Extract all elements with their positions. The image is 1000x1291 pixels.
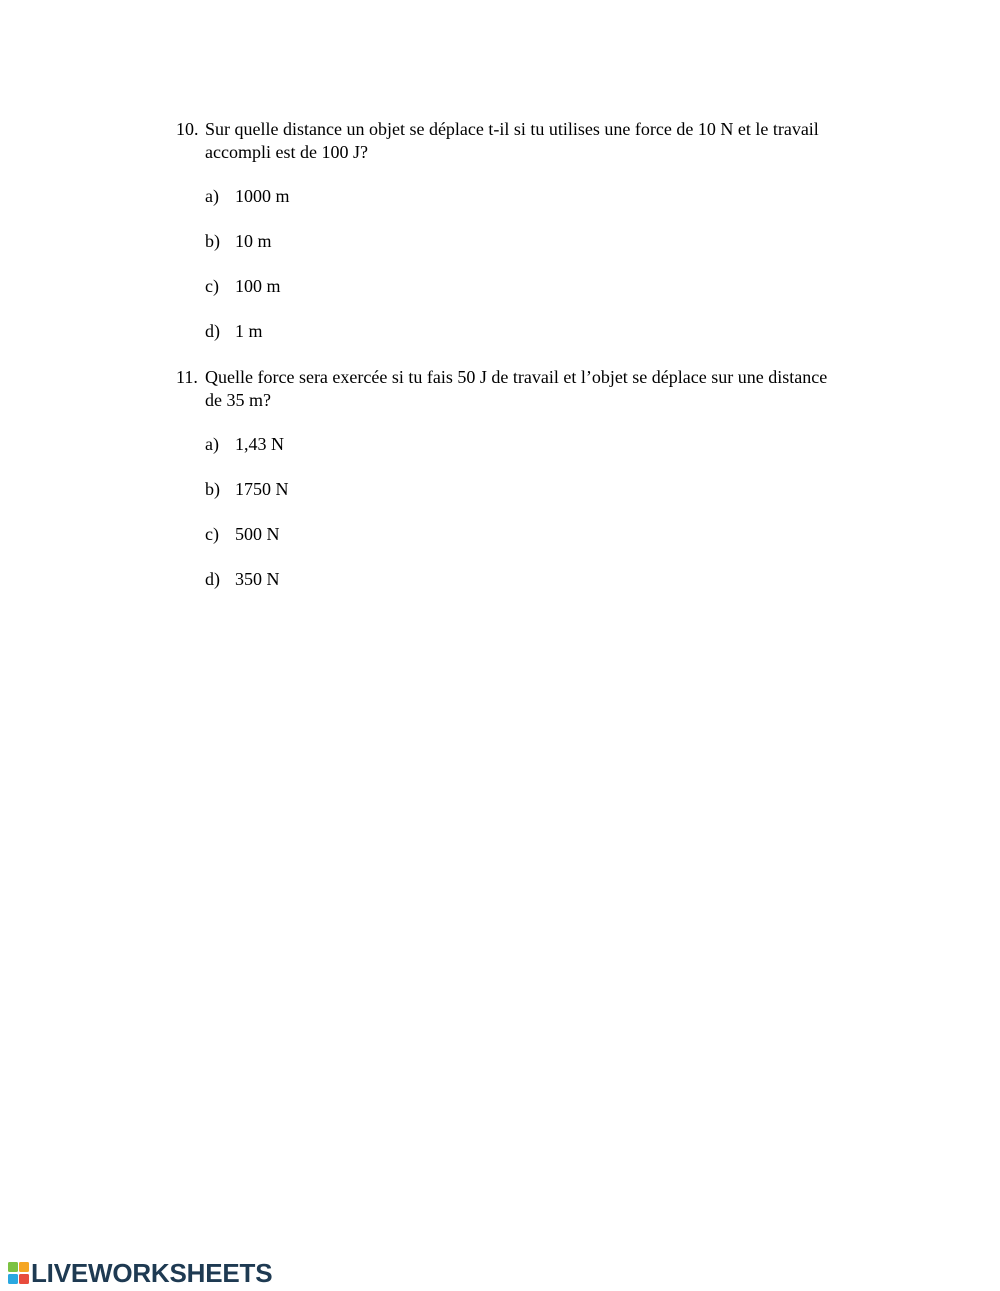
- option-letter: b): [205, 479, 220, 499]
- option-11-a[interactable]: [205, 433, 284, 455]
- question-number: 11.: [176, 367, 198, 387]
- option-text: 350 N: [235, 569, 280, 589]
- question-number: 10.: [176, 119, 199, 139]
- option-11-b[interactable]: [205, 478, 289, 500]
- option-text: 1750 N: [235, 479, 289, 499]
- logo-blocks-icon: [8, 1262, 29, 1284]
- option-text: 500 N: [235, 524, 280, 544]
- option-10-d[interactable]: [205, 320, 263, 342]
- option-text: 10 m: [235, 231, 272, 251]
- option-text: 1,43 N: [235, 434, 284, 454]
- logo-text: LIVEWORKSHEETS: [31, 1258, 273, 1288]
- option-text: 1000 m: [235, 186, 290, 206]
- option-letter: c): [205, 276, 219, 296]
- option-letter: a): [205, 186, 219, 206]
- option-letter: c): [205, 524, 219, 544]
- option-11-c[interactable]: [205, 523, 280, 545]
- question-text: Sur quelle distance un objet se déplace t-il si tu utilises une force de 10 N et le travail accompli est de 100 J?: [205, 119, 819, 162]
- option-10-a[interactable]: [205, 185, 290, 207]
- option-10-b[interactable]: [205, 230, 272, 252]
- option-letter: a): [205, 434, 219, 454]
- question-10: [176, 118, 836, 163]
- question-11: [176, 366, 836, 411]
- option-text: 1 m: [235, 321, 263, 341]
- option-text: 100 m: [235, 276, 281, 296]
- option-11-d[interactable]: [205, 568, 280, 590]
- option-letter: d): [205, 569, 220, 589]
- option-letter: d): [205, 321, 220, 341]
- option-letter: b): [205, 231, 220, 251]
- liveworksheets-logo: [8, 1258, 273, 1288]
- question-text: Quelle force sera exercée si tu fais 50 J de travail et l’objet se déplace sur une distance de 35 m?: [205, 367, 828, 410]
- option-10-c[interactable]: [205, 275, 281, 297]
